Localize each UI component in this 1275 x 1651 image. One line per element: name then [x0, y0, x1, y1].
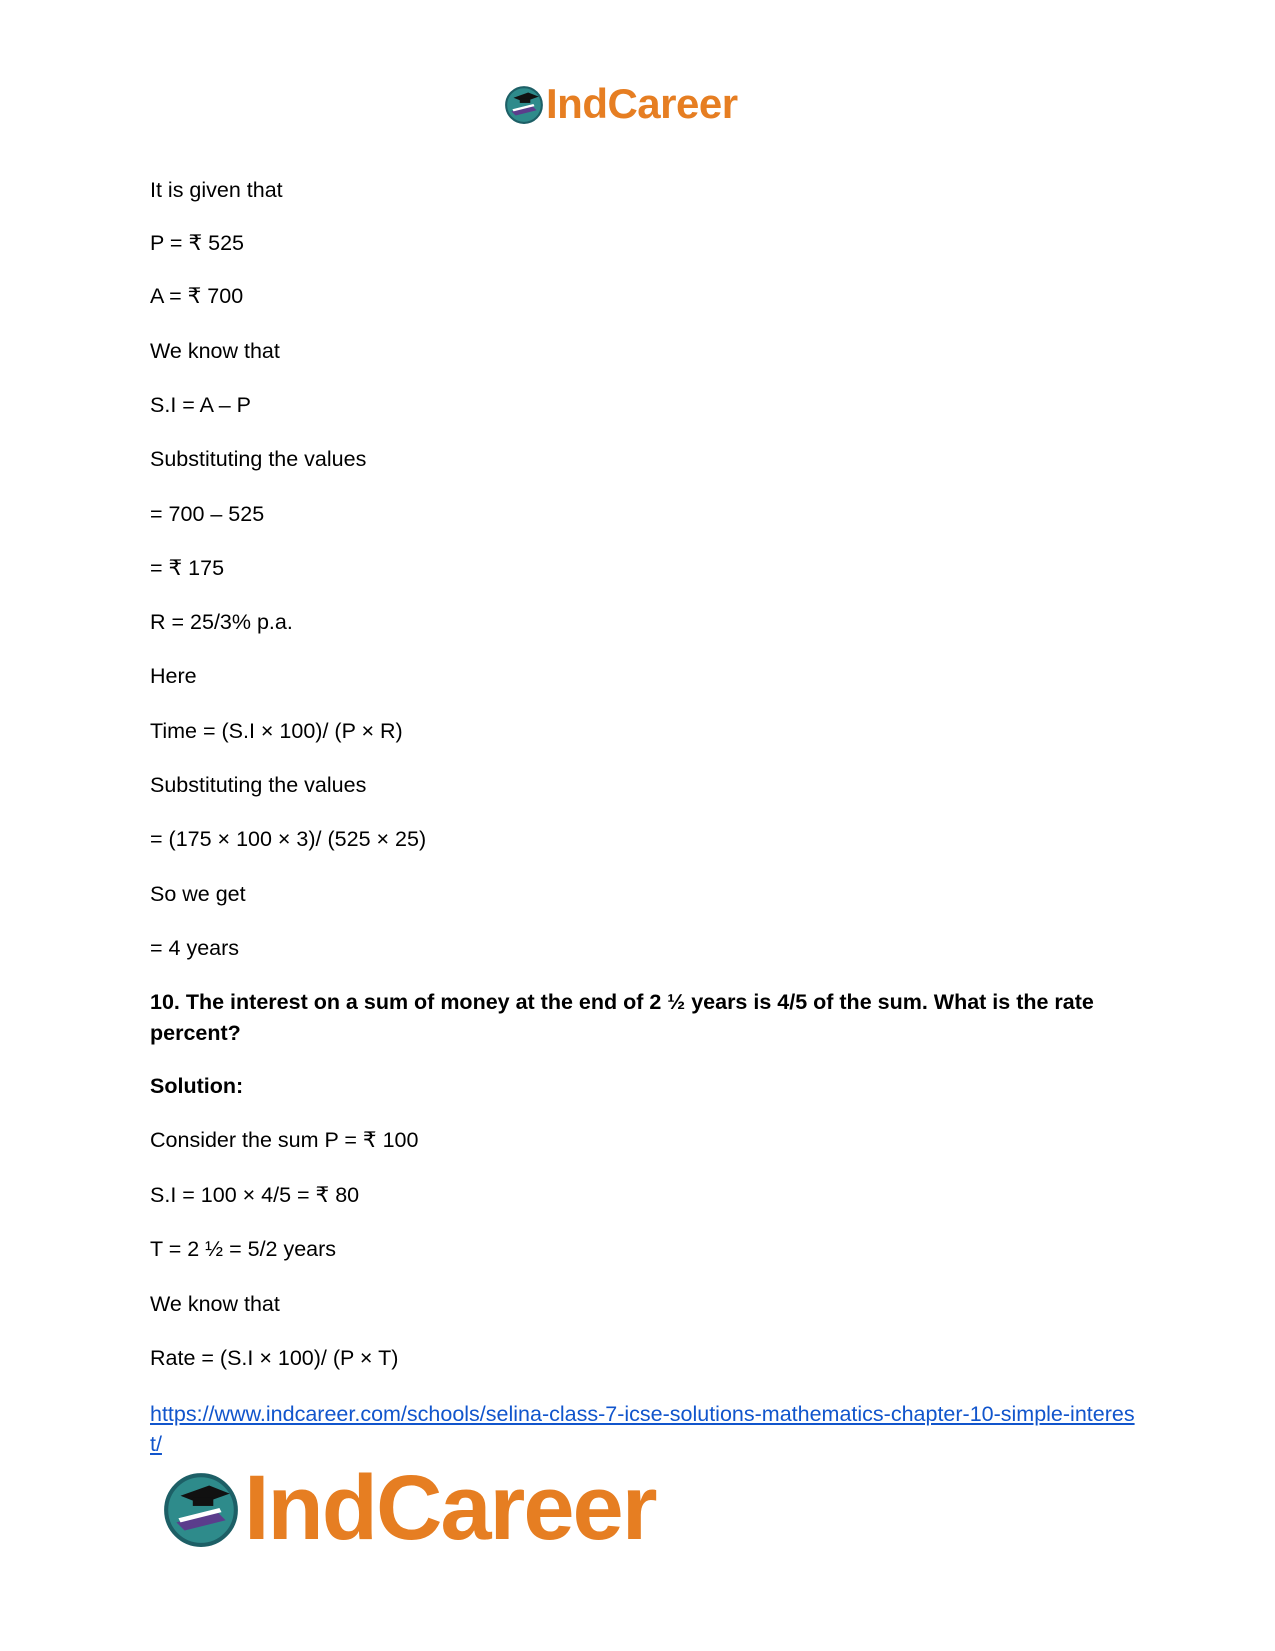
question-heading: 10. The interest on a sum of money at the end of 2 ½ years is 4/5 of the sum. What is the rate percent?	[150, 990, 1094, 1045]
text-line: We know that	[150, 339, 280, 363]
text-line: A = ₹ 700	[150, 284, 244, 308]
text-line: Time = (S.I × 100)/ (P × R)	[150, 719, 403, 743]
text-line: = 700 – 525	[150, 502, 265, 526]
solution-line: T = 2 ½ = 5/2 years	[150, 1237, 337, 1261]
text-line: R = 25/3% p.a.	[150, 610, 293, 634]
text-line: P = ₹ 525	[150, 231, 244, 255]
text-line: = 4 years	[150, 936, 240, 960]
logo-text: IndCareer	[244, 1457, 656, 1559]
text-line: Substituting the values	[150, 447, 367, 471]
solution-line: Rate = (S.I × 100)/ (P × T)	[150, 1346, 399, 1370]
logo-text: IndCareer	[546, 80, 738, 127]
source-link[interactable]: https://www.indcareer.com/schools/selina-class-7-icse-solutions-mathematics-chapter-10-simple-interest/	[150, 1402, 1135, 1456]
graduation-globe-icon	[503, 83, 545, 125]
solution-line: We know that	[150, 1292, 280, 1316]
solution-line: S.I = 100 × 4/5 = ₹ 80	[150, 1183, 360, 1207]
footer-logo	[160, 1457, 656, 1559]
solution-line: Consider the sum P = ₹ 100	[150, 1128, 419, 1152]
graduation-globe-icon	[160, 1467, 242, 1549]
text-line: = ₹ 175	[150, 556, 225, 580]
text-line: So we get	[150, 882, 246, 906]
text-line: Here	[150, 664, 197, 688]
text-line: It is given that	[150, 178, 283, 202]
solution-label: Solution:	[150, 1074, 244, 1098]
text-line: = (175 × 100 × 3)/ (525 × 25)	[150, 827, 427, 851]
text-line: S.I = A – P	[150, 393, 252, 417]
text-line: Substituting the values	[150, 773, 367, 797]
header-logo	[503, 80, 738, 128]
